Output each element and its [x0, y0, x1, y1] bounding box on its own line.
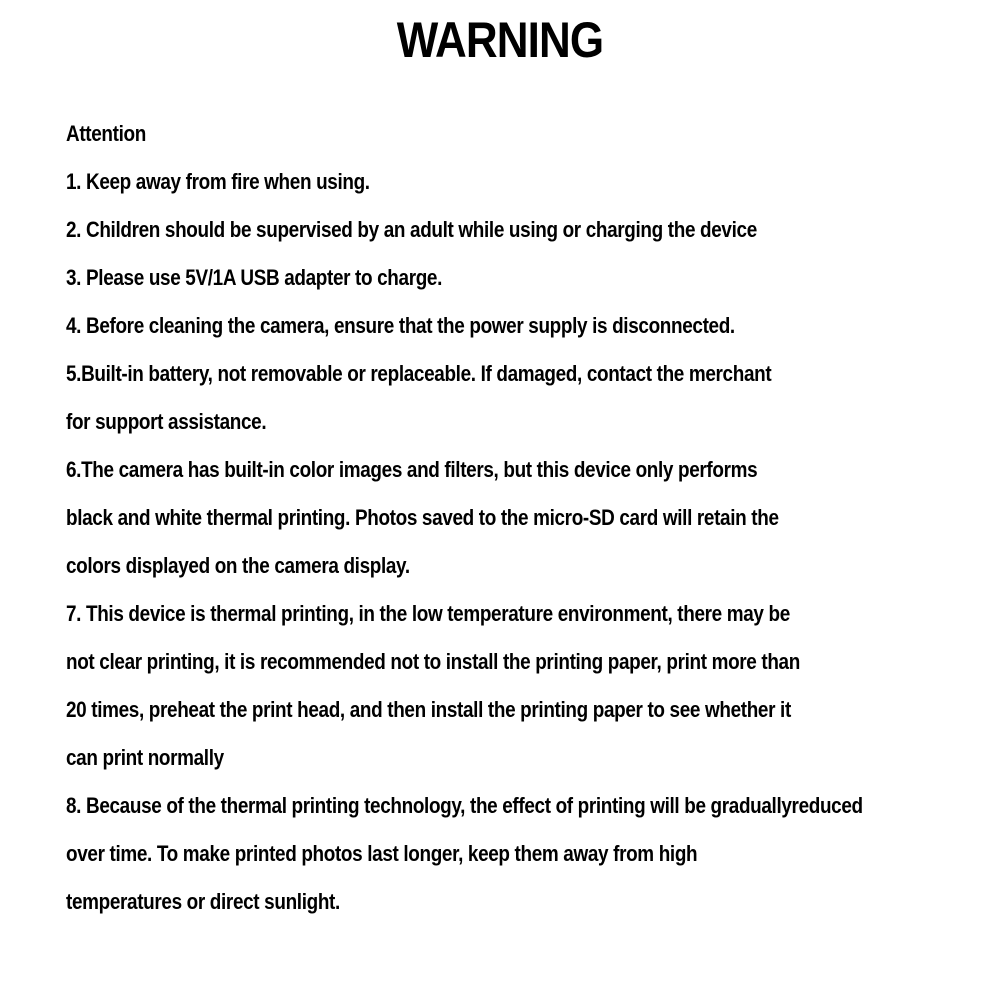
warning-line: 3. Please use 5V/1A USB adapter to charge.	[66, 265, 443, 290]
warning-line: 1. Keep away from fire when using.	[66, 169, 370, 194]
attention-heading: Attention	[66, 121, 146, 146]
warning-line: 4. Before cleaning the camera, ensure that the power supply is disconnected.	[66, 313, 735, 338]
warning-body	[66, 110, 1000, 926]
warning-line: colors displayed on the camera display.	[66, 553, 410, 578]
warning-line: temperatures or direct sunlight.	[66, 889, 340, 914]
warning-line: 6.The camera has built-in color images and filters, but this device only performs	[66, 457, 758, 482]
warning-line: over time. To make printed photos last longer, keep them away from high	[66, 841, 698, 866]
warning-line: 20 times, preheat the print head, and then install the printing paper to see whether it	[66, 697, 791, 722]
page-title: WARNING	[396, 12, 604, 68]
warning-line: 8. Because of the thermal printing technology, the effect of printing will be graduallyreduced	[66, 793, 863, 818]
warning-line: black and white thermal printing. Photos saved to the micro-SD card will retain the	[66, 505, 779, 530]
warning-line: not clear printing, it is recommended not to install the printing paper, print more than	[66, 649, 800, 674]
warning-line: 5.Built-in battery, not removable or replaceable. If damaged, contact the merchant	[66, 361, 772, 386]
warning-line: for support assistance.	[66, 409, 267, 434]
warning-line: 7. This device is thermal printing, in the low temperature environment, there may be	[66, 601, 790, 626]
warning-line: can print normally	[66, 745, 224, 770]
warning-line: 2. Children should be supervised by an adult while using or charging the device	[66, 217, 757, 242]
